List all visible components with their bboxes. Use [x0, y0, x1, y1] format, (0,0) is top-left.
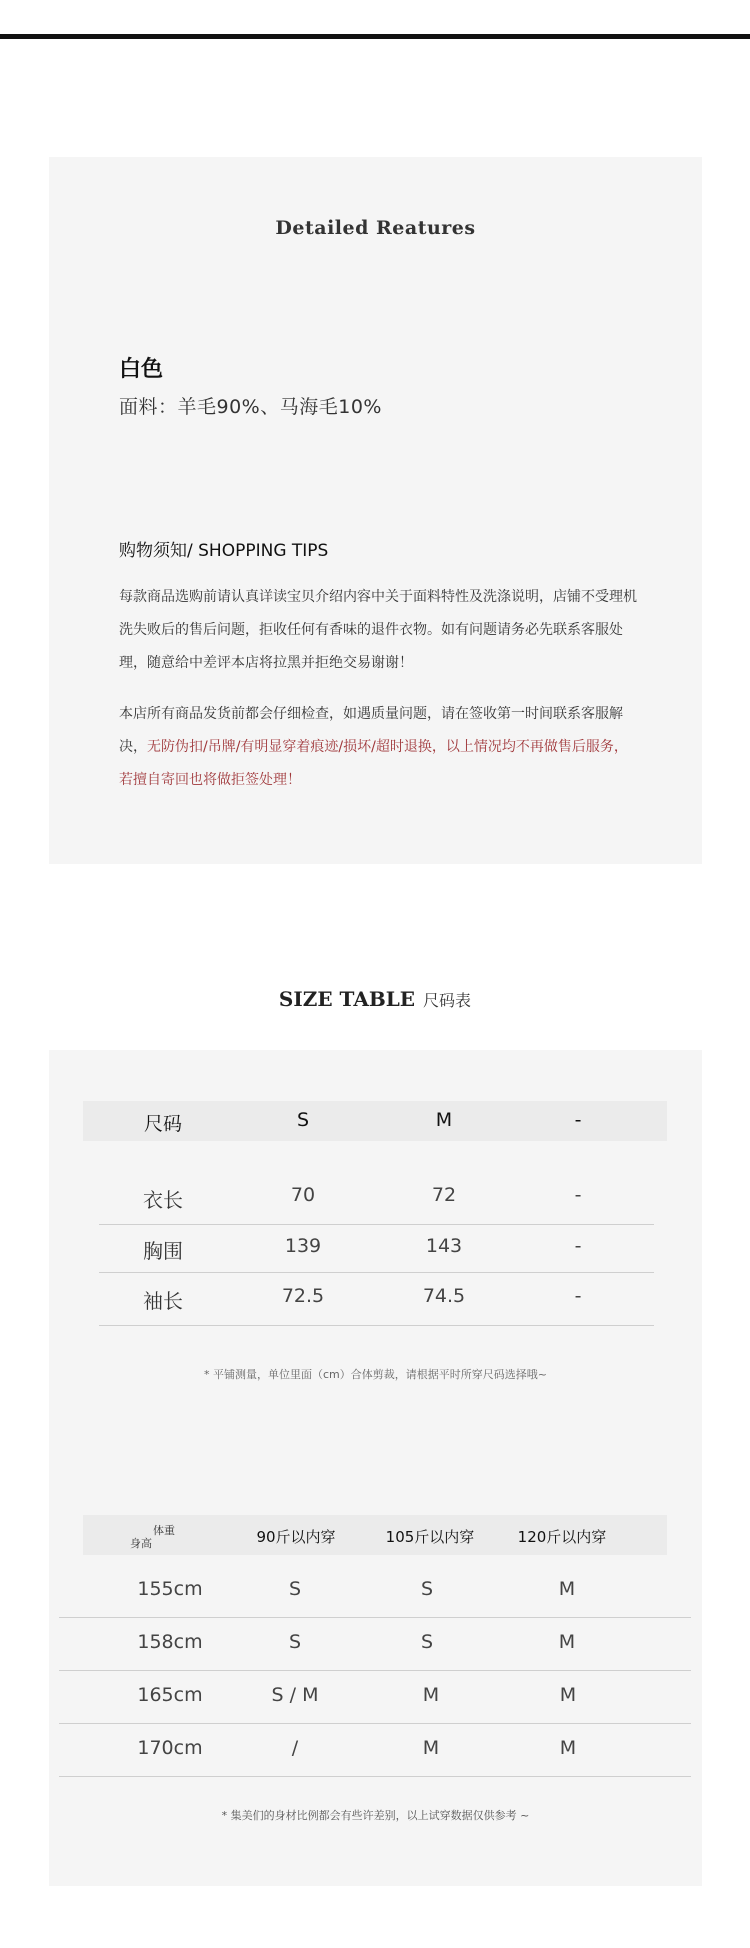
fabric-composition: 面料：羊毛90%、马海毛10%: [119, 396, 382, 418]
size-header-cell: M: [435, 1109, 453, 1131]
shopping-tips-paragraph-2: [119, 698, 639, 797]
corner-weight-label: 体重: [153, 1524, 175, 1537]
table-row: [59, 1565, 691, 1618]
table-row: [99, 1273, 654, 1326]
size-row-value: -: [574, 1235, 582, 1257]
size-row-label: 衣长: [143, 1188, 183, 1212]
table-row: [59, 1724, 691, 1777]
fit-row-value: M: [422, 1737, 440, 1759]
table-row: [99, 1172, 654, 1225]
color-name: 白色: [119, 357, 164, 382]
size-panel: [49, 1050, 702, 1886]
fit-row-value: S: [420, 1631, 434, 1653]
measurement-note: * 平铺测量，单位里面（cm）合体剪裁，请根据平时所穿尺码选择哦~: [204, 1368, 547, 1381]
size-row-label: 胸围: [143, 1239, 183, 1263]
size-row-value: -: [574, 1184, 582, 1206]
size-row-value: 74.5: [422, 1285, 466, 1307]
fit-header-cell: 105斤以内穿: [385, 1528, 475, 1546]
size-table-heading-en: SIZE TABLE: [278, 987, 416, 1011]
fit-row-value: S: [288, 1631, 302, 1653]
fit-row-value: M: [558, 1578, 576, 1600]
size-row-value: 70: [290, 1184, 316, 1206]
size-row-value: -: [574, 1285, 582, 1307]
fit-row-value: M: [422, 1684, 440, 1706]
fit-row-value: S: [288, 1578, 302, 1600]
fit-row-value: /: [291, 1737, 299, 1759]
size-row-value: 72: [431, 1184, 457, 1206]
size-header-cell: 尺码: [143, 1113, 183, 1135]
fit-reference-note: * 集美们的身材比例都会有些许差别，以上试穿数据仅供参考 ~: [221, 1809, 530, 1822]
fit-row-height: 170cm: [137, 1737, 203, 1759]
size-row-label: 袖长: [143, 1289, 183, 1313]
fit-row-value: M: [559, 1684, 577, 1706]
tips-warning-text: 无防伪扣/吊牌/有明显穿着痕迹/损坏/超时退换，以上情况均不再做售后服务，若擅自寄回也将做拒签处理！: [119, 739, 628, 788]
fit-row-height: 158cm: [137, 1631, 203, 1653]
size-header-cell: S: [296, 1109, 310, 1131]
fit-header-cell: 120斤以内穿: [517, 1528, 607, 1546]
fit-row-value: M: [559, 1737, 577, 1759]
shopping-tips-title: 购物须知/ SHOPPING TIPS: [119, 541, 329, 561]
fit-row-value: M: [558, 1631, 576, 1653]
size-table-header: [83, 1101, 667, 1141]
size-header-cell: -: [574, 1109, 582, 1131]
features-title: Detailed Reatures: [275, 217, 476, 239]
table-row: [59, 1671, 691, 1724]
fit-row-height: 155cm: [137, 1578, 203, 1600]
fit-row-value: S / M: [271, 1684, 319, 1706]
top-divider-bar: [0, 34, 750, 39]
table-row: [59, 1618, 691, 1671]
tips-normal-text: 本店所有商品发货前都会仔细检查，如遇质量问题，请在签收第一时间联系客服解决，: [119, 706, 623, 755]
features-panel: [49, 157, 702, 864]
size-table-heading: [0, 987, 750, 1011]
size-row-value: 72.5: [281, 1285, 325, 1307]
fit-table-header: [83, 1515, 667, 1555]
corner-height-label: 身高: [130, 1537, 152, 1550]
table-row: [99, 1225, 654, 1273]
size-row-value: 143: [425, 1235, 463, 1257]
fit-row-height: 165cm: [137, 1684, 203, 1706]
size-row-value: 139: [284, 1235, 322, 1257]
fit-header-cell: 90斤以内穿: [256, 1528, 336, 1546]
size-table-heading-cn: 尺码表: [423, 991, 472, 1010]
fit-row-value: S: [420, 1578, 434, 1600]
shopping-tips-paragraph-1: 每款商品选购前请认真详读宝贝介绍内容中关于面料特性及洗涤说明，店铺不受理机洗失败后的售后问题，拒收任何有香味的退件衣物。如有问题请务必先联系客服处理，随意给中差评本店将拉黑并拒绝交易谢谢！: [119, 589, 637, 671]
